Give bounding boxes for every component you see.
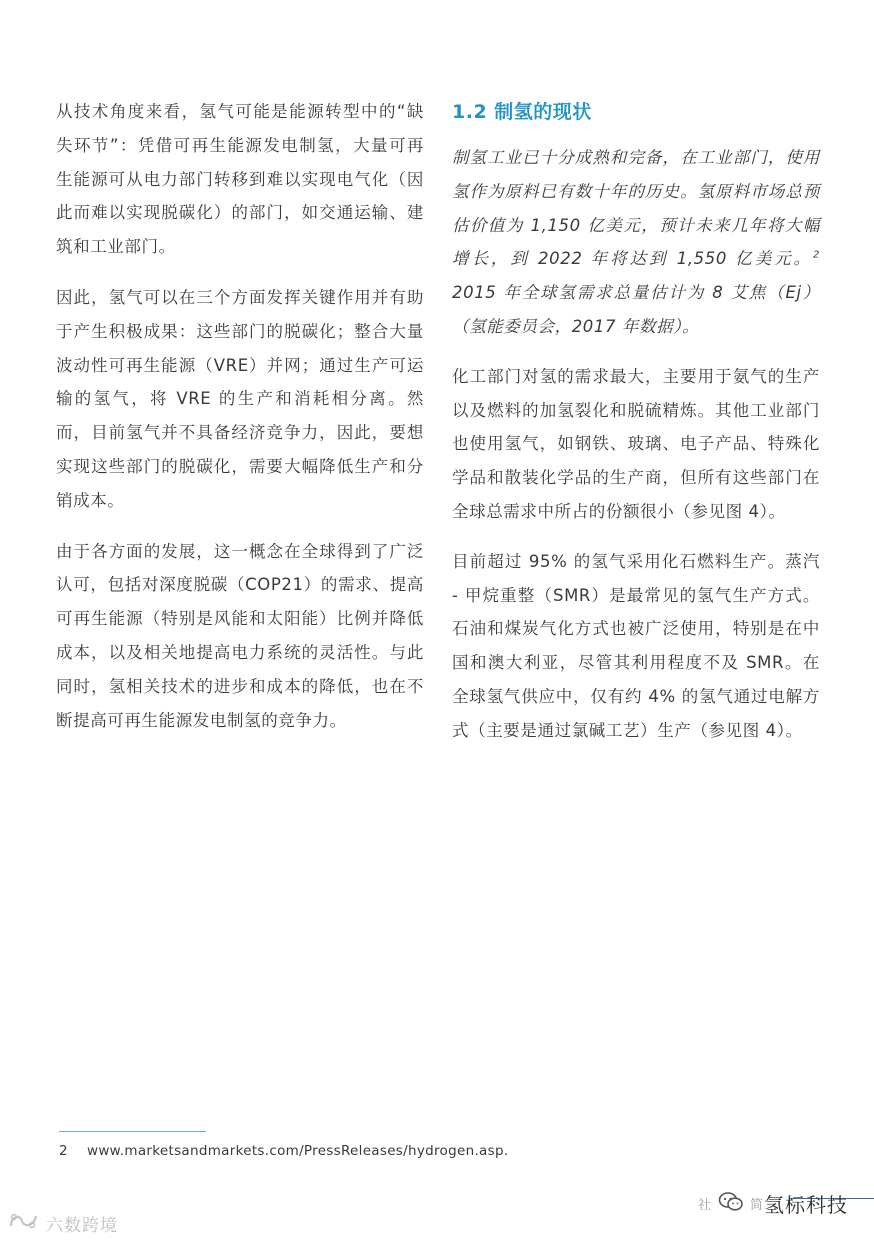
watermark-right: [698, 1189, 848, 1218]
footnote-number: 2: [59, 1143, 68, 1159]
left-paragraph-3: 由于各方面的发展，这一概念在全球得到了广泛认可，包括对深度脱碳（COP21）的需求、提高可再生能源（特别是风能和太阳能）比例并降低成本，以及相关地提高电力系统的灵活性。与此同时，氢相关技术的进步和成本的降低，也在不断提高可再生能源发电制氢的竞争力。: [56, 541, 424, 730]
right-paragraph-1: [452, 141, 820, 344]
section-heading: 1.2 制氢的现状: [452, 101, 592, 123]
watermark-left-text: 六数跨境: [46, 1216, 118, 1236]
footnote-link[interactable]: www.marketsandmarkets.com/PressReleases/hydrogen.asp.: [87, 1143, 509, 1159]
right-paragraph-1-text: 制氢工业已十分成熟和完备，在工业部门，使用氢作为原料已有数十年的历史。氢原料市场总预估价值为 1,150 亿美元，预计未来几年将大幅增长，到 2022 年将达到 1,550 亿美元。: [452, 148, 820, 269]
left-paragraph-1: 从技术角度来看，氢气可能是能源转型中的“缺失环节”：凭借可再生能源发电制氢，大量可再生能源可从电力部门转移到难以实现电气化（因此而难以实现脱碳化）的部门，如交通运输、建筑和工业部门。: [56, 102, 424, 257]
right-paragraph-1-cont: 2015 年全球氢需求总量估计为 8 艾焦（Ej）（氢能委员会，2017 年数据）。: [452, 283, 820, 336]
footnote-reference[interactable]: 2: [813, 249, 820, 261]
wechat-icon: [718, 1191, 744, 1217]
right-paragraph-2: 化工部门对氢的需求最大，主要用于氨气的生产以及燃料的加氢裂化和脱硫精炼。其他工业部门也使用氢气，如钢铁、玻璃、电子产品、特殊化学品和散装化学品的生产商，但所有这些部门在全球总需求中所占的份额很小（参见图 4）。: [452, 366, 820, 521]
right-paragraph-3: 目前超过 95% 的氢气采用化石燃料生产。蒸汽 - 甲烷重整（SMR）是最常见的氢气生产方式。石油和煤炭气化方式也被广泛使用，特别是在中国和澳大利亚，尽管其利用程度不及 SMR。在全球氢气供应中，仅有约 4% 的氢气通过电解方式（主要是通过氯碱工艺）生产（参见图 4）。: [452, 551, 820, 740]
logo-mark-icon: [8, 1210, 40, 1237]
left-column: [56, 95, 424, 754]
left-paragraph-2: 因此，氢气可以在三个方面发挥关键作用并有助于产生积极成果：这些部门的脱碳化；整合大量波动性可再生能源（VRE）并网；通过生产可运输的氢气，将 VRE 的生产和消耗相分离。然而，目前氢气并不具备经济竞争力，因此，要想实现这些部门的脱碳化，需要大幅降低生产和分销成本。: [56, 287, 424, 510]
watermark-dim-text: 社: [697, 1198, 712, 1213]
right-column: [452, 95, 820, 764]
footnote: [59, 1143, 508, 1159]
watermark-brand: 氢标科技: [764, 1193, 848, 1217]
watermark-dim-text-2: 简: [749, 1198, 764, 1213]
footnote-divider: [59, 1131, 206, 1132]
watermark-left: [8, 1210, 118, 1237]
